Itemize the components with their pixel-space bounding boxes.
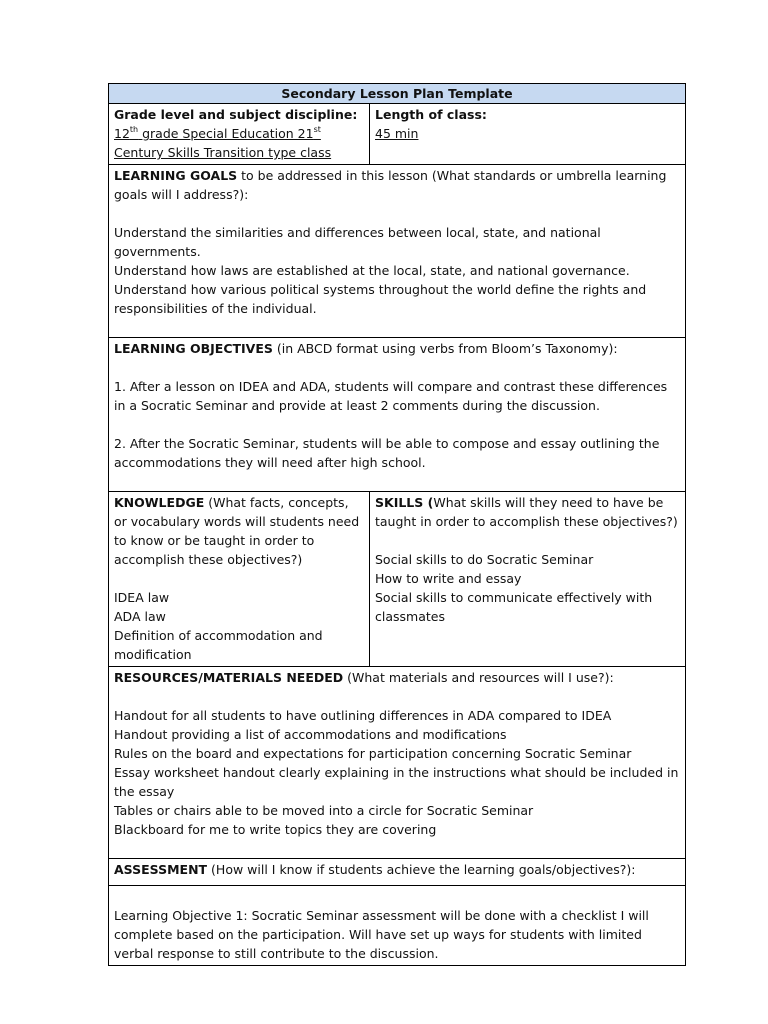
- table-title: Secondary Lesson Plan Template: [109, 84, 686, 104]
- spacer: [114, 204, 680, 223]
- goal-item-3: Understand how various political systems throughout the world define the rights and responsibilities of the individual.: [114, 282, 647, 316]
- resources-row: [109, 667, 686, 859]
- skills-intro-line: [375, 493, 680, 531]
- goals-intro: to be addressed in this lesson (What standards or umbrella learning goals will I address?):: [114, 168, 667, 202]
- resource-item-4: Essay worksheet handout clearly explaining in the instructions what should be included in the essay: [114, 765, 679, 799]
- resource-item-5: Tables or chairs able to be moved into a circle for Socratic Seminar: [114, 803, 534, 818]
- assessment-item-1: Learning Objective 1: Socratic Seminar assessment will be done with a checklist I will complete based on the participation. Will have set up ways for students with limited verbal response to still contribute to the discussion.: [114, 908, 649, 961]
- skills-item-2: How to write and essay: [375, 571, 522, 586]
- assessment-header-row: [109, 859, 686, 886]
- spacer: [114, 415, 680, 434]
- skills-item-1: Social skills to do Socratic Seminar: [375, 552, 594, 567]
- goals-intro-line: [114, 166, 680, 204]
- resources-intro-line: [114, 668, 680, 687]
- skills-item-3: Social skills to communicate effectively with classmates: [375, 590, 653, 624]
- length-label: Length of class:: [375, 107, 487, 122]
- grade-label: Grade level and subject discipline:: [114, 107, 358, 122]
- knowledge-intro-line: [114, 493, 364, 569]
- knowledge-item-2: ADA law: [114, 609, 166, 624]
- grade-suffix: th: [129, 125, 139, 134]
- assessment-intro-line: [114, 860, 680, 879]
- spacer: [114, 358, 680, 377]
- grade-line-2: Century Skills Transition type class: [114, 145, 332, 160]
- objective-item-1: 1. After a lesson on IDEA and ADA, students will compare and contrast these differences in a Socratic Seminar and provide at least 2 comments during the discussion.: [114, 379, 668, 413]
- spacer: [114, 887, 680, 906]
- skills-heading: SKILLS (: [375, 495, 434, 510]
- spacer: [114, 687, 680, 706]
- spacer: [114, 569, 364, 588]
- knowledge-item-3: Definition of accommodation and modification: [114, 628, 323, 662]
- resource-item-6: Blackboard for me to write topics they are covering: [114, 822, 437, 837]
- resource-item-2: Handout providing a list of accommodations and modifications: [114, 727, 507, 742]
- objectives-heading: LEARNING OBJECTIVES: [114, 341, 273, 356]
- grade-length-row: [109, 104, 686, 165]
- length-value: 45 min: [375, 126, 419, 141]
- goals-heading: LEARNING GOALS: [114, 168, 238, 183]
- lesson-plan-table: [108, 83, 686, 966]
- resource-item-1: Handout for all students to have outlining differences in ADA compared to IDEA: [114, 708, 612, 723]
- assessment-heading: ASSESSMENT: [114, 862, 208, 877]
- knowledge-skills-row: [109, 492, 686, 667]
- objectives-row: [109, 338, 686, 492]
- assessment-body-row: [109, 886, 686, 966]
- resources-heading: RESOURCES/MATERIALS NEEDED: [114, 670, 344, 685]
- grade-line-1: [114, 124, 364, 143]
- skills-cell: [370, 492, 686, 667]
- assessment-header-cell: [109, 859, 686, 886]
- objectives-intro-line: [114, 339, 680, 358]
- century-suffix: st: [313, 125, 321, 134]
- skills-intro: What skills will they need to have be taught in order to accomplish these objectives?): [375, 495, 678, 529]
- knowledge-cell: [109, 492, 370, 667]
- objective-item-2: 2. After the Socratic Seminar, students will be able to compose and essay outlining the accommodations they will need after high school.: [114, 436, 660, 470]
- objectives-cell: [109, 338, 686, 492]
- knowledge-heading: KNOWLEDGE: [114, 495, 205, 510]
- length-cell: [370, 104, 686, 165]
- objectives-intro: (in ABCD format using verbs from Bloom’s Taxonomy):: [272, 341, 618, 356]
- knowledge-intro: (What facts, concepts, or vocabulary words will students need to know or be taught in order to accomplish these objectives?): [114, 495, 360, 567]
- grade-number: 12: [114, 126, 130, 141]
- goal-item-1: Understand the similarities and differences between local, state, and national governments.: [114, 225, 601, 259]
- goals-cell: [109, 165, 686, 338]
- grade-subject: grade Special Education 21: [138, 126, 314, 141]
- goal-item-2: Understand how laws are established at the local, state, and national governance.: [114, 263, 630, 278]
- resource-item-3: Rules on the board and expectations for participation concerning Socratic Seminar: [114, 746, 632, 761]
- resources-cell: [109, 667, 686, 859]
- assessment-body-cell: [109, 886, 686, 966]
- resources-intro: (What materials and resources will I use?):: [343, 670, 614, 685]
- spacer: [375, 531, 680, 550]
- knowledge-item-1: IDEA law: [114, 590, 170, 605]
- title-row: [109, 84, 686, 104]
- assessment-intro: (How will I know if students achieve the learning goals/objectives?):: [207, 862, 636, 877]
- goals-row: [109, 165, 686, 338]
- grade-cell: [109, 104, 370, 165]
